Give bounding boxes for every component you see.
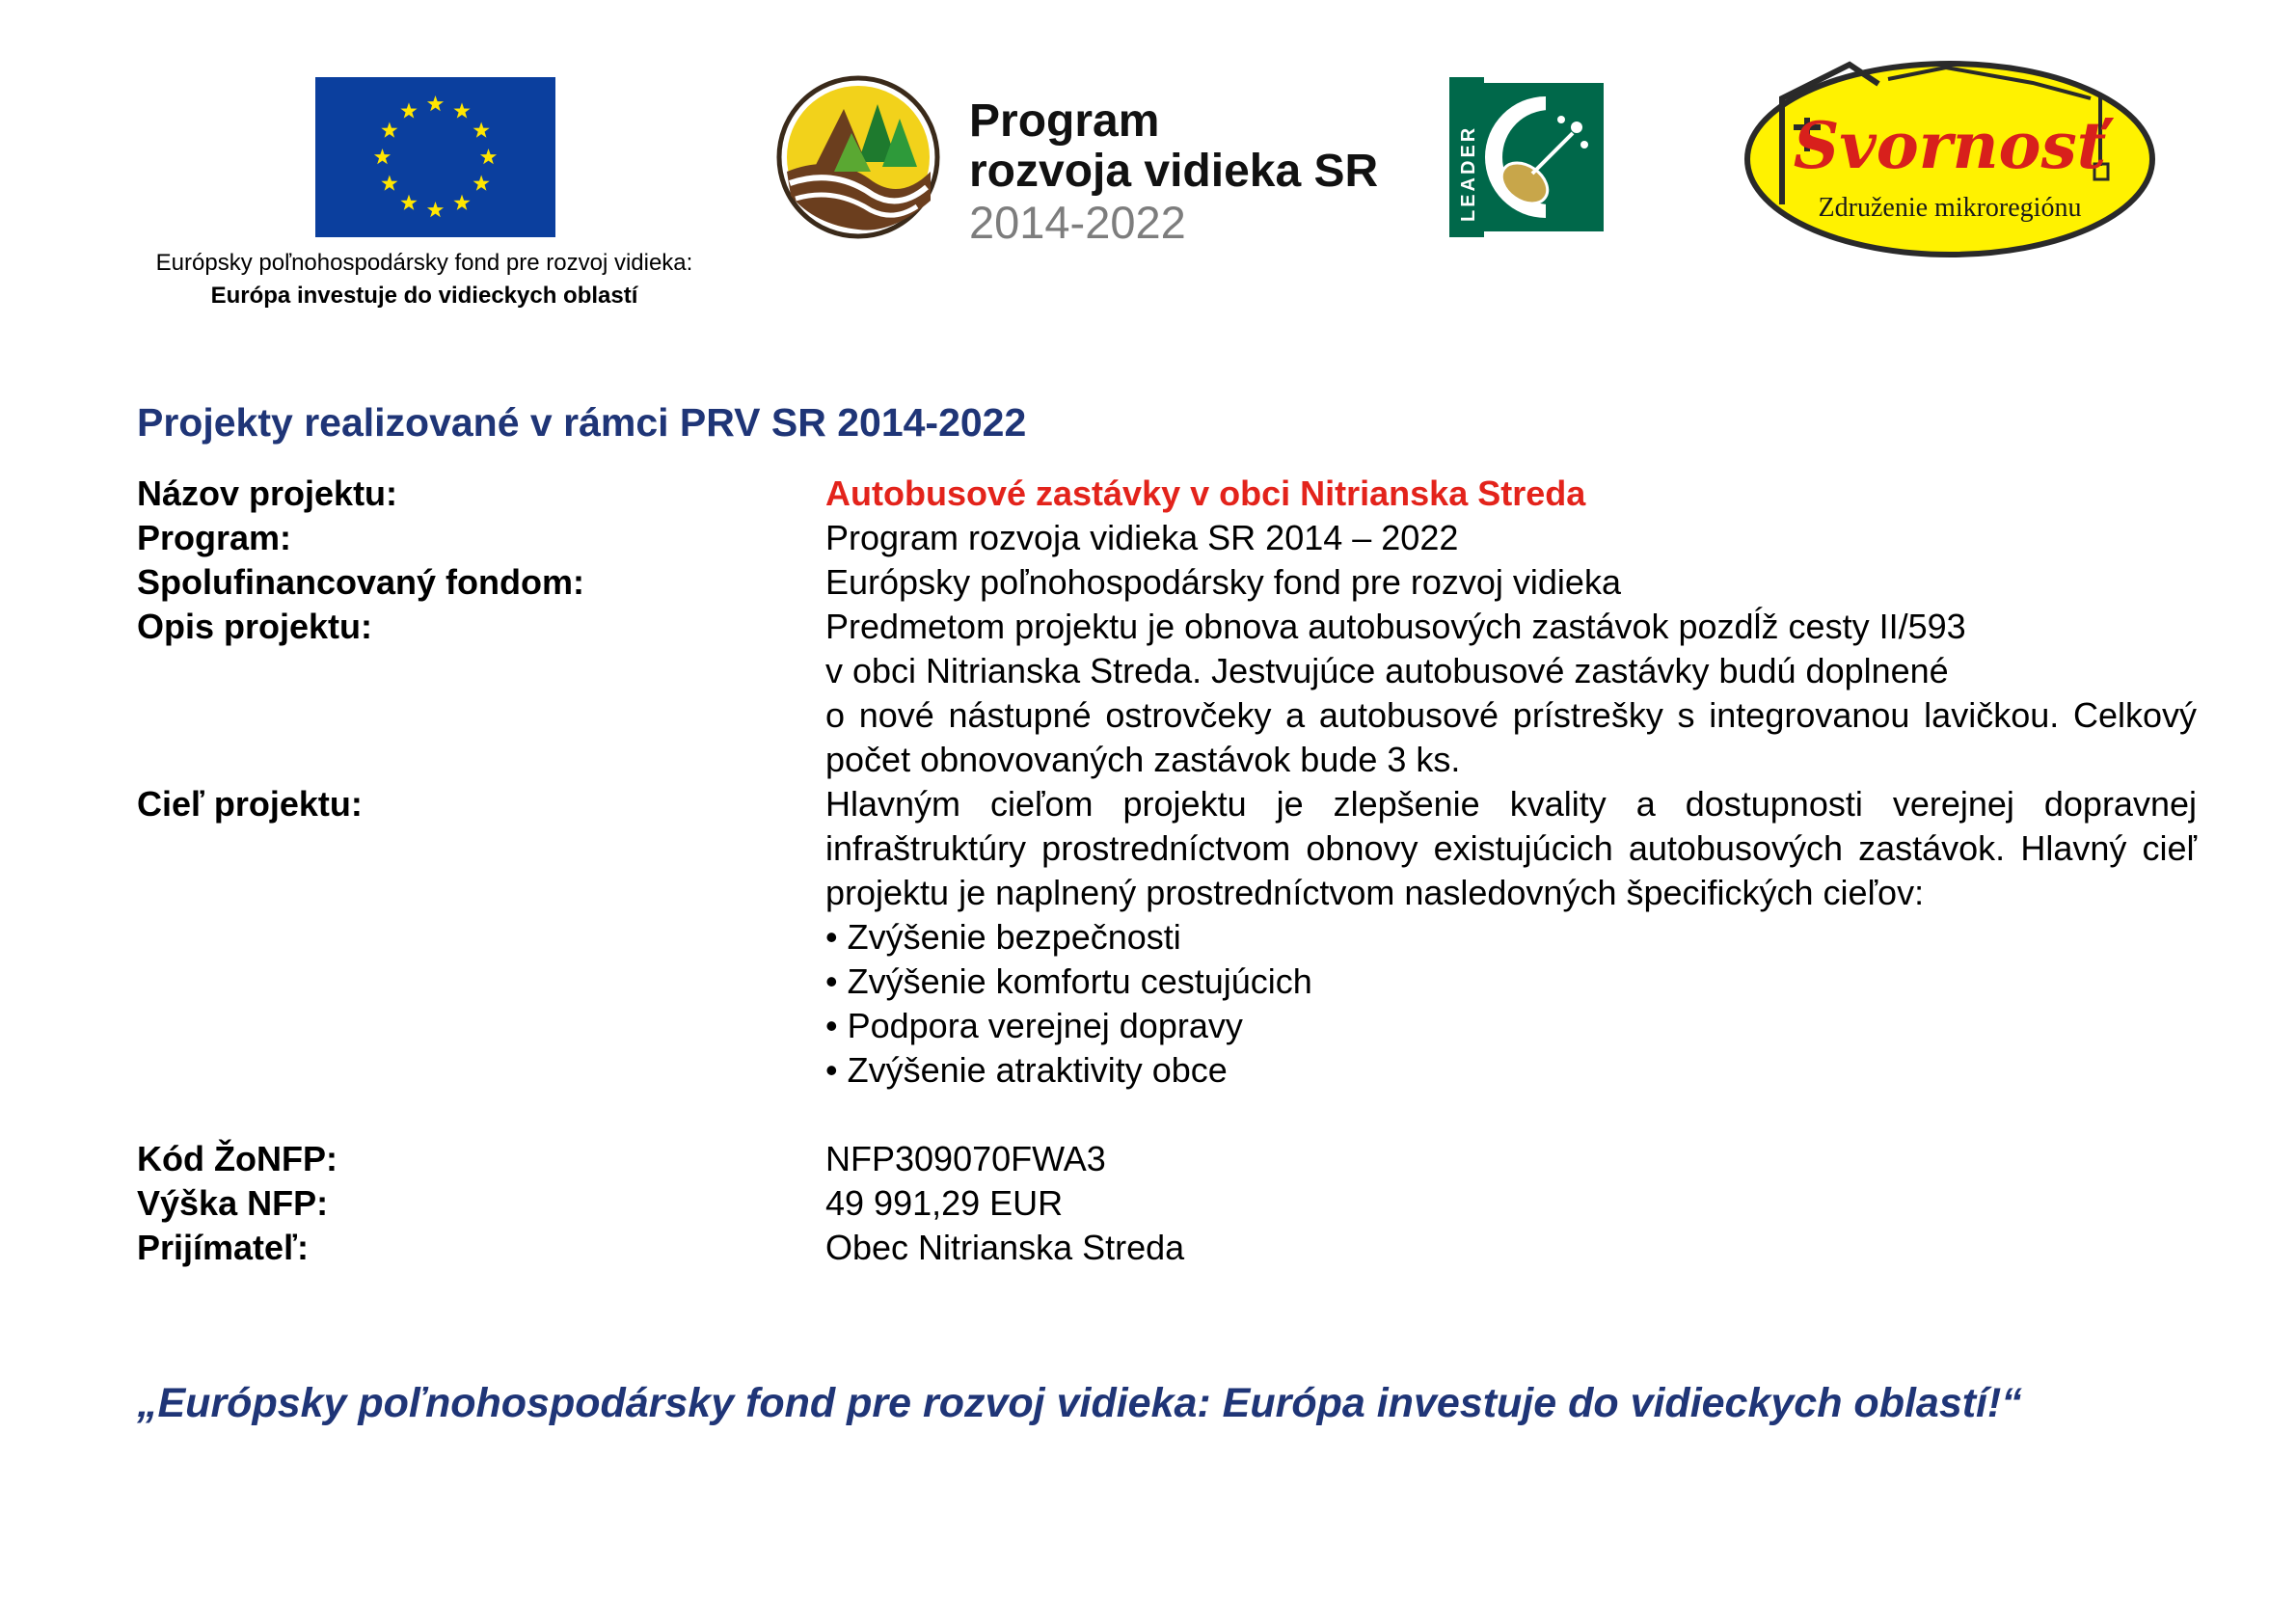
goal-item: • Podpora verejnej dopravy: [825, 1006, 1243, 1045]
fund-value: Európsky poľnohospodársky fond pre rozvoj vidieka: [825, 562, 1621, 602]
description-text: [825, 605, 2197, 782]
recipient-label: Prijímateľ:: [137, 1228, 309, 1267]
prv-line1: Program: [969, 95, 1160, 147]
program-label: Program:: [137, 518, 292, 557]
description-label: Opis projektu:: [137, 607, 373, 646]
goal-item: • Zvýšenie bezpečnosti: [825, 917, 1181, 957]
goal-label: Cieľ projektu:: [137, 784, 363, 824]
motto: „Európsky poľnohospodársky fond pre rozvoj vidieka: Európa investuje do vidieckych oblastí!“: [137, 1380, 2022, 1426]
grant-amount-value: 49 991,29 EUR: [825, 1183, 1064, 1223]
eu-caption-line2: Európa investuje do vidieckych oblastí: [210, 283, 638, 309]
prv-line2: rozvoja vidieka SR: [969, 146, 1379, 197]
eu-caption: [87, 247, 762, 312]
program-value: Program rozvoja vidieka SR 2014 – 2022: [825, 518, 1459, 557]
leader-logo: [1449, 77, 1609, 237]
prv-emblem-logo: [776, 75, 940, 239]
page-title: Projekty realizované v rámci PRV SR 2014-2022: [137, 400, 1027, 445]
description-line: v obci Nitrianska Streda. Jestvujúce autobusové zastávky budú doplnené: [825, 651, 1949, 690]
application-code-value: NFP309070FWA3: [825, 1139, 1106, 1178]
goal-item: • Zvýšenie komfortu cestujúcich: [825, 961, 1312, 1001]
goal-item: • Zvýšenie atraktivity obce: [825, 1050, 1228, 1090]
project-name-label: Názov projektu:: [137, 473, 398, 513]
prv-logo-text: [969, 96, 1378, 249]
leader-logo-text: LEADER: [1458, 124, 1479, 222]
goal-paragraph: Hlavným cieľom projektu je zlepšenie kvality a dostupnosti verejnej dopravnej infraštruktúry prostredníctvom obnovy existujúcich autobusových zastávok. Hlavný cieľ projektu je naplnený prostredníctvom nasledovných špecifických cieľov:: [825, 784, 2197, 912]
grant-amount-label: Výška NFP:: [137, 1183, 329, 1223]
application-code-label: Kód ŽoNFP:: [137, 1139, 338, 1178]
eu-flag-logo: [315, 77, 555, 237]
fund-label: Spolufinancovaný fondom:: [137, 562, 584, 602]
prv-years: 2014-2022: [969, 197, 1186, 248]
svornost-name: Svornosť: [1793, 108, 2107, 183]
description-line: Predmetom projektu je obnova autobusových zastávok pozdĺž cesty II/593: [825, 607, 1966, 646]
recipient-value: Obec Nitrianska Streda: [825, 1228, 1185, 1267]
svornost-logo: [1743, 60, 2156, 258]
eu-caption-line1: Európsky poľnohospodársky fond pre rozvoj vidieka:: [155, 250, 693, 276]
description-line: o nové nástupné ostrovčeky a autobusové prístrešky s integrovanou lavičkou. Celkový počet obnovovaných zastávok bude 3 ks.: [825, 695, 2197, 779]
project-name-value: Autobusové zastávky v obci Nitrianska Streda: [825, 473, 1586, 513]
svornost-subtitle: Združenie mikroregiónu: [1818, 193, 2082, 223]
goal-text: [825, 782, 2197, 1093]
